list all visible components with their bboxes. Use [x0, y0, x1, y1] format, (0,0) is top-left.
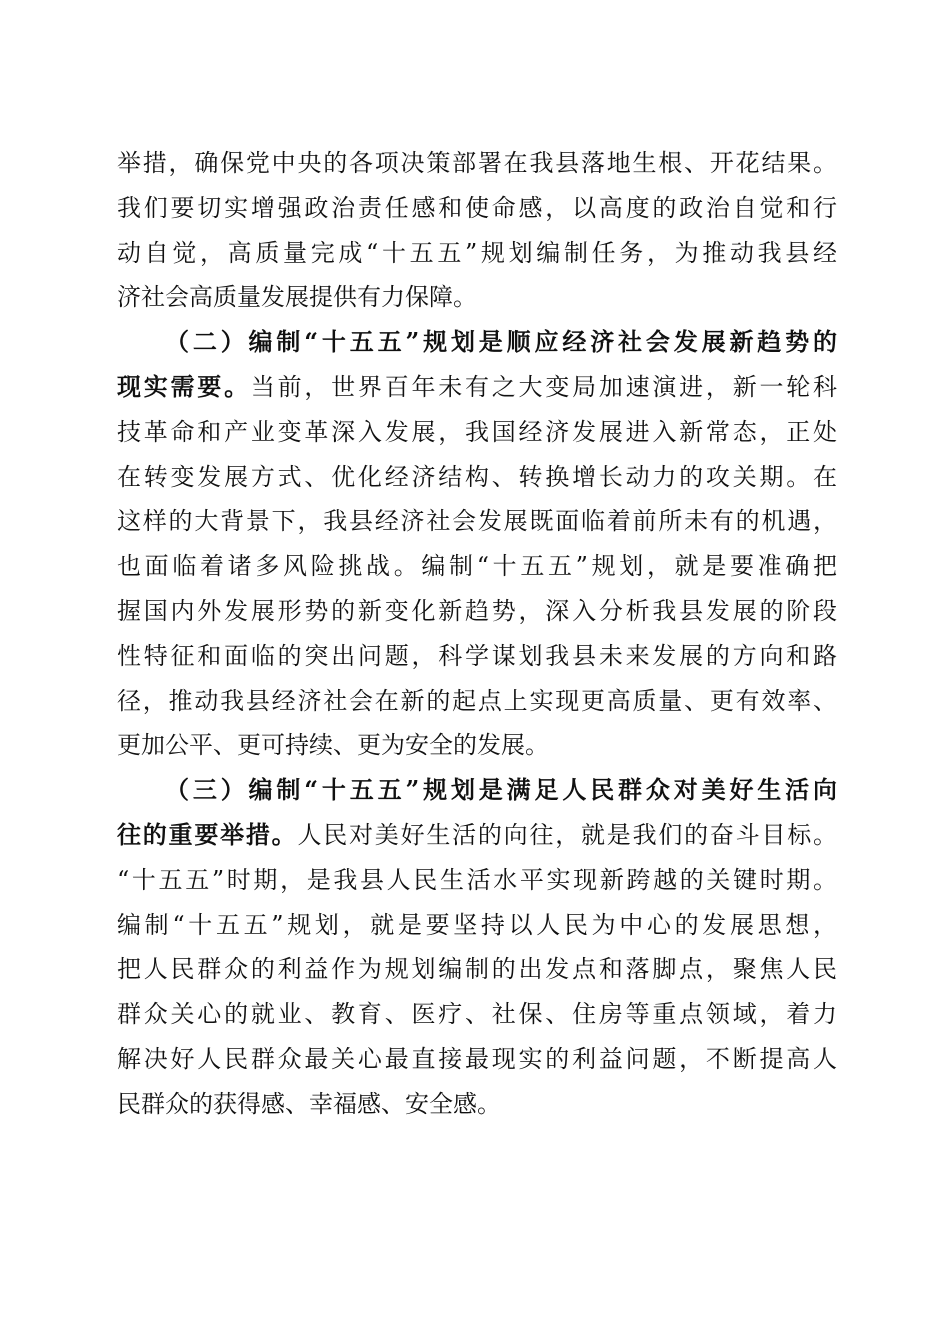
p1-line-4: 济社会高质量发展提供有力保障。: [117, 283, 477, 312]
p2-line-10: 更加公平、更可持续、更为安全的发展。: [117, 731, 549, 760]
p1-line-3: 动自觉，高质量完成“十五五”规划编制任务，为推动我县经: [117, 238, 837, 267]
p2-line-8: 性特征和面临的突出问题，科学谋划我县未来发展的方向和路: [117, 641, 837, 670]
p2-heading-end: 现实需要。: [117, 371, 251, 401]
p1-line-1: 举措，确保党中央的各项决策部署在我县落地生根、开花结果。: [117, 149, 837, 177]
p1-line-2: 我们要切实增强政治责任感和使命感，以高度的政治自觉和行: [117, 193, 837, 222]
p3-line-7: 解决好人民群众最关心最直接最现实的利益问题，不断提高人: [117, 1044, 837, 1073]
p3-heading-end: 往的重要举措。: [117, 819, 298, 849]
p2-line-4: 在转变发展方式、优化经济结构、转换增长动力的攻关期。在: [117, 462, 837, 491]
p3-line-6: 群众关心的就业、教育、医疗、社保、住房等重点领域，着力: [117, 1000, 837, 1029]
p3-line-3: “十五五”时期，是我县人民生活水平实现新跨越的关键时期。: [117, 865, 837, 894]
p2-line-7: 握国内外发展形势的新变化新趋势，深入分析我县发展的阶段: [117, 596, 837, 625]
p2-line-6: 也面临着诸多风险挑战。编制“十五五”规划，就是要准确把: [117, 552, 837, 581]
p3-line-2: [117, 813, 837, 858]
p3-line-2-rest: 人民对美好生活的向往，就是我们的奋斗目标。: [297, 820, 838, 849]
p2-line-9: 径，推动我县经济社会在新的起点上实现更高质量、更有效率、: [117, 686, 837, 715]
p2-line-2: [117, 365, 837, 410]
p3-line-8: 民群众的获得感、幸福感、安全感。: [117, 1089, 501, 1118]
p2-heading-line-1: （二）编制“十五五”规划是顺应经济社会发展新趋势的: [165, 327, 837, 357]
p3-line-5: 把人民群众的利益作为规划编制的出发点和落脚点，聚焦人民: [117, 955, 837, 984]
p3-heading-line-1: （三）编制“十五五”规划是满足人民群众对美好生活向: [165, 775, 837, 805]
p2-line-2-rest: 当前，世界百年未有之大变局加速演进，新一轮科: [250, 372, 838, 401]
p3-line-4: 编制“十五五”规划，就是要坚持以人民为中心的发展思想，: [117, 910, 837, 939]
document-body: [117, 141, 837, 1127]
p2-line-3: 技革命和产业变革深入发展，我国经济发展进入新常态，正处: [117, 417, 837, 446]
p2-line-5: 这样的大背景下，我县经济社会发展既面临着前所未有的机遇，: [117, 507, 837, 536]
